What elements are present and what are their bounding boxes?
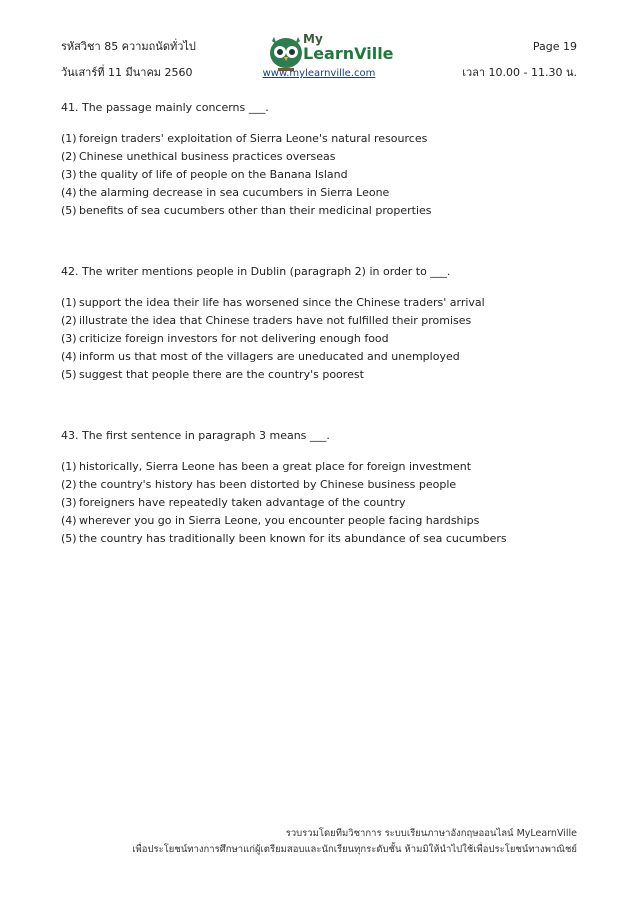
logo-text-learnville: LearnVille [303,44,394,63]
question-41 [61,100,581,220]
footer-line-1: รวบรวมโดยทีมวิชาการ ระบบเรียนภาษาอังกฤษออนไลน์ MyLearnVille [285,828,577,839]
question-text: 42. The writer mentions people in Dublin (paragraph 2) in order to ___. [61,265,451,278]
header-left [61,39,196,91]
exam-date: วันเสาร์ที่ 11 มีนาคม 2560 [61,66,193,79]
subject-code: รหัสวิชา 85 ความถนัดทั่วไป [61,40,196,53]
question-list [61,100,581,548]
option-item: (3) foreigners have repeatedly taken advantage of the country [61,496,406,509]
option-item: (3) the quality of life of people on the Banana Island [61,168,348,181]
option-item: (4) the alarming decrease in sea cucumbers in Sierra Leone [61,186,390,199]
question-43 [61,428,581,548]
exam-time: เวลา 10.00 - 11.30 น. [462,66,577,79]
page-number: Page 19 [532,40,577,53]
option-item: (5) the country has traditionally been known for its abundance of sea cucumbers [61,532,507,545]
page-footer [132,826,577,858]
option-item: (2) the country's history has been distorted by Chinese business people [61,478,457,491]
option-item: (3) criticize foreign investors for not delivering enough food [61,332,389,345]
option-item: (1) support the idea their life has worsened since the Chinese traders' arrival [61,296,485,309]
option-item: (1) historically, Sierra Leone has been a great place for foreign investment [61,460,472,473]
option-item: (5) suggest that people there are the country's poorest [61,368,364,381]
question-text: 43. The first sentence in paragraph 3 means ___. [61,429,330,442]
option-item: (2) Chinese unethical business practices overseas [61,150,336,163]
option-item: (4) inform us that most of the villagers are uneducated and unemployed [61,350,460,363]
option-item: (4) wherever you go in Sierra Leone, you encounter people facing hardships [61,514,480,527]
website-link[interactable]: www.mylearnville.com [262,68,376,79]
header-right [462,39,577,91]
question-42 [61,264,581,384]
option-item: (2) illustrate the idea that Chinese traders have not fulfilled their promises [61,314,472,327]
option-item: (5) benefits of sea cucumbers other than their medicinal properties [61,204,432,217]
question-text: 41. The passage mainly concerns ___. [61,101,269,114]
footer-line-2: เพื่อประโยชน์ทางการศึกษาแก่ผู้เตรียมสอบและนักเรียนทุกระดับชั้น ห้ามมิให้นำไปใช้เพื่อประโยชน์ทางพาณิชย์ [132,844,577,855]
logo-text-my: My [303,32,323,46]
option-item: (1) foreign traders' exploitation of Sierra Leone's natural resources [61,132,428,145]
